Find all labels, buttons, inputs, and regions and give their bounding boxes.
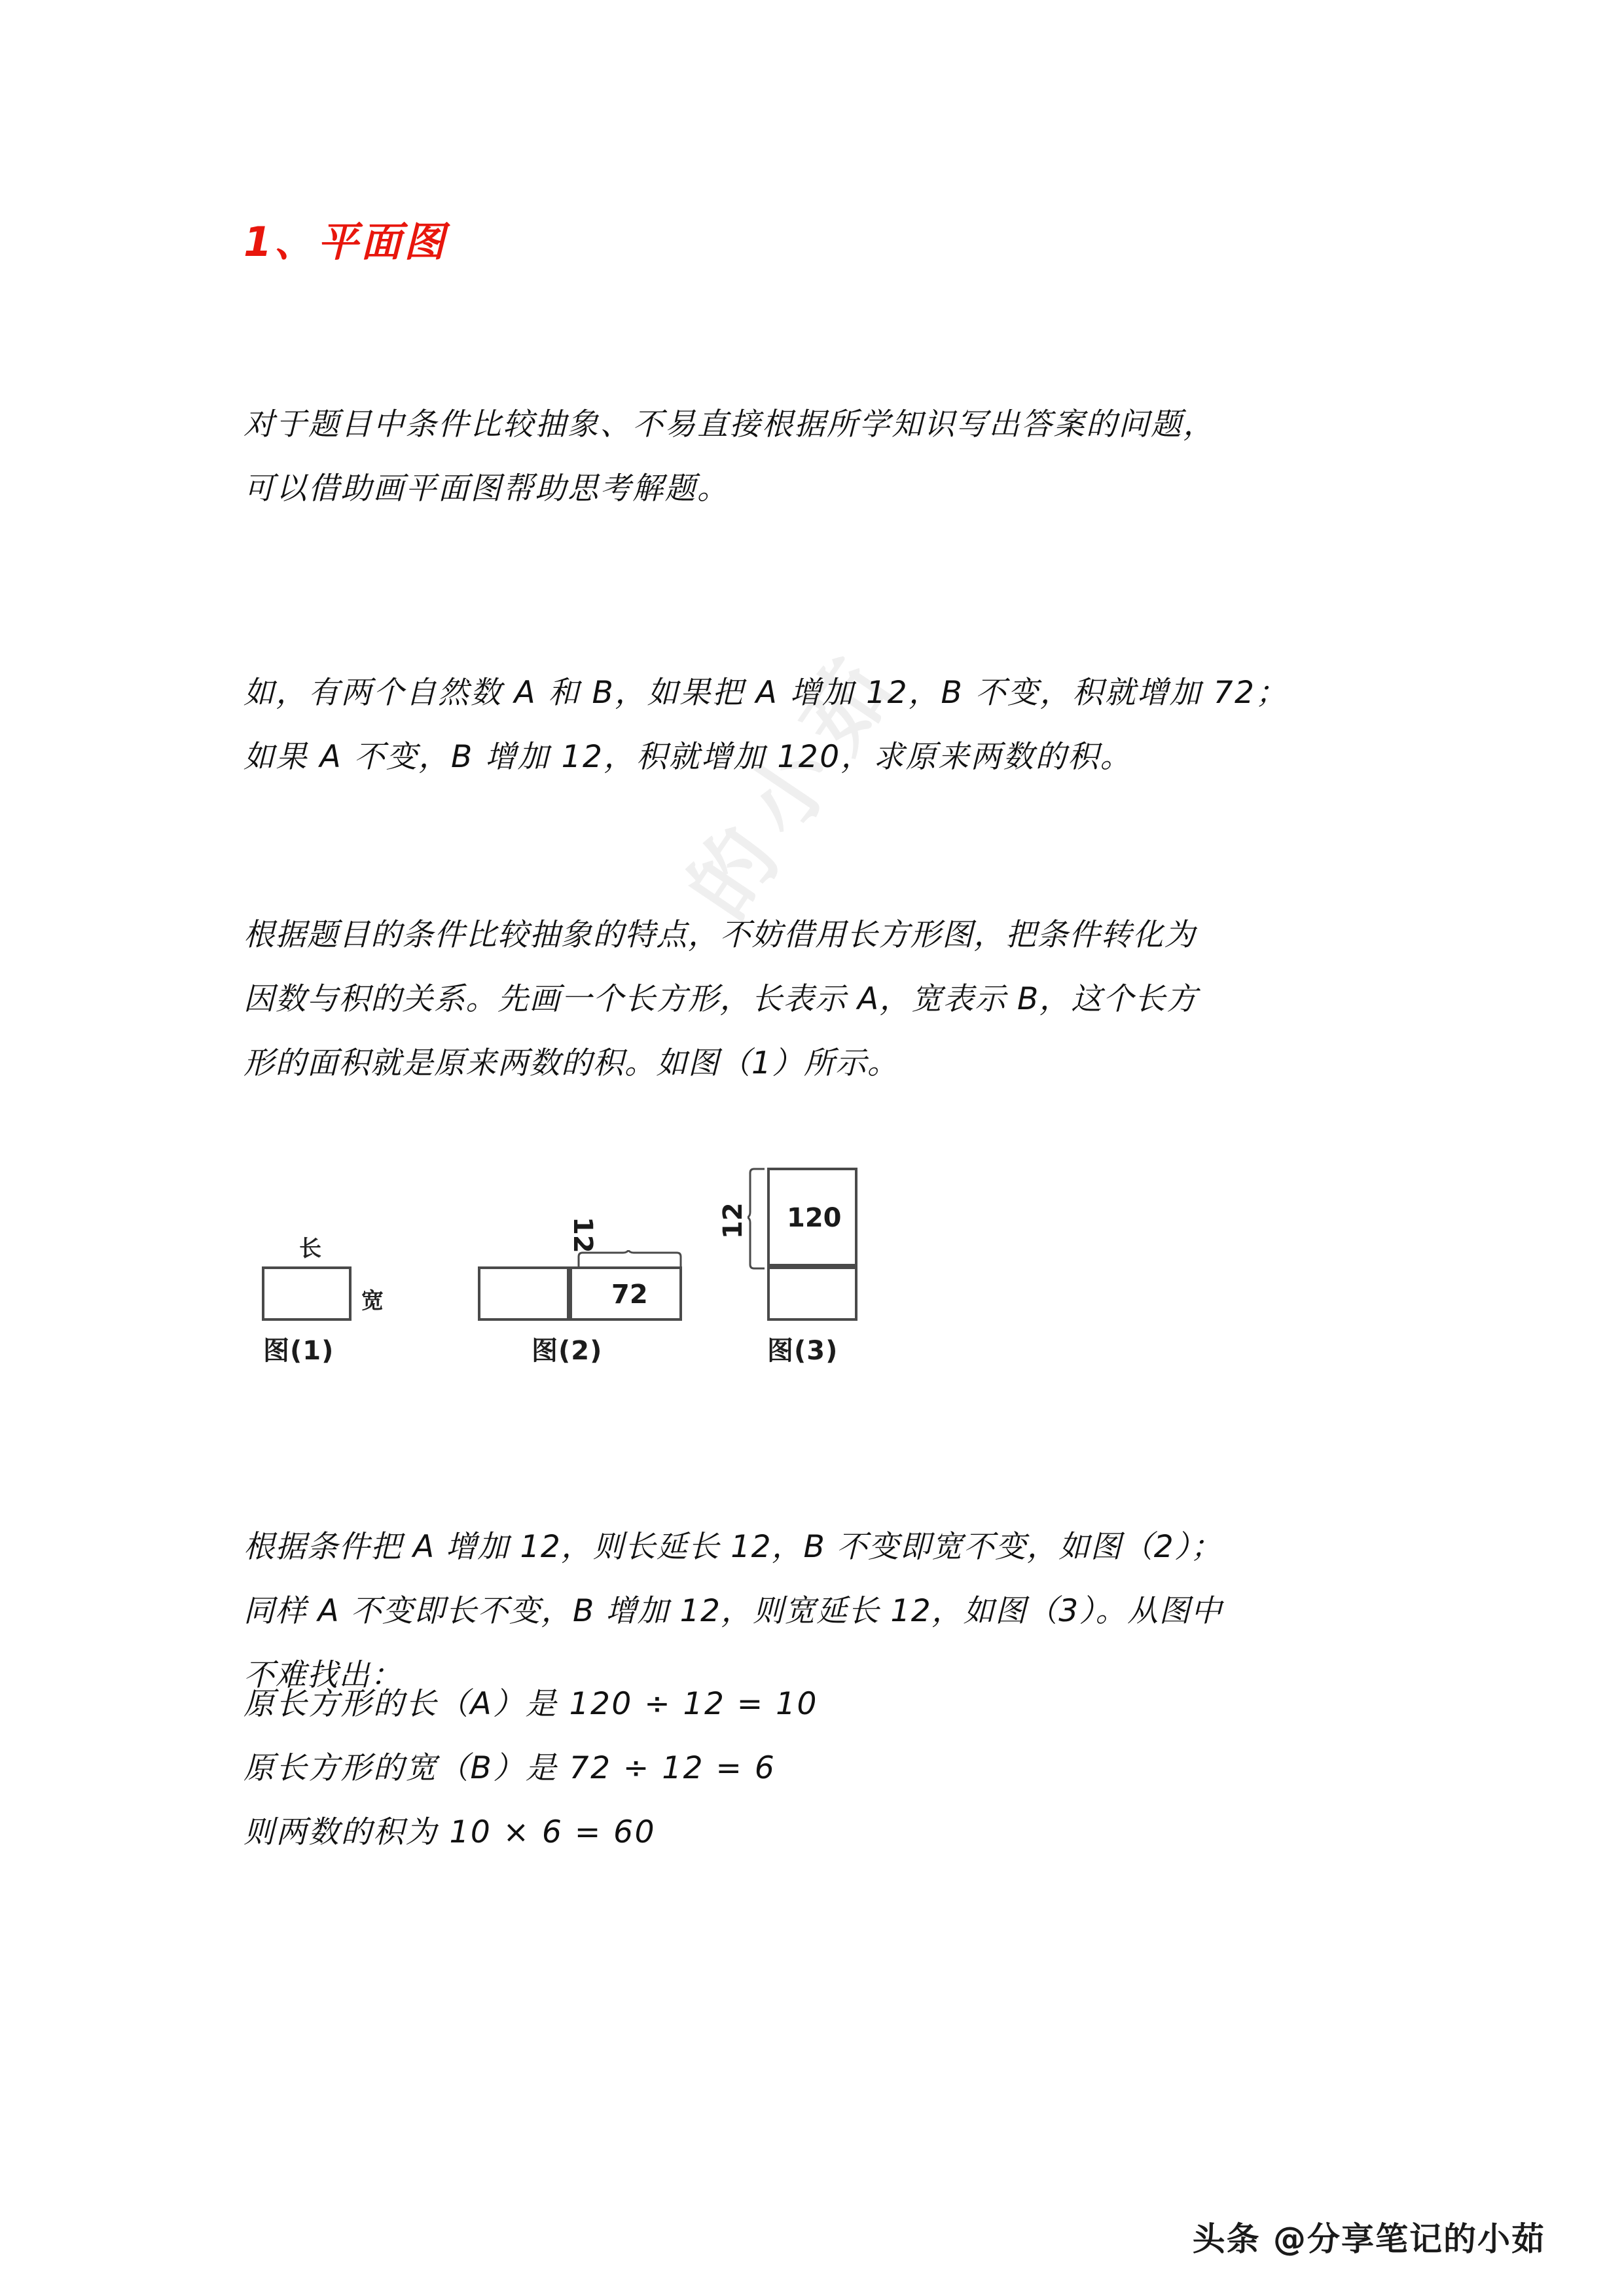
figure-3-brace-icon [748, 1168, 766, 1271]
figure-group [244, 1158, 918, 1374]
text-line: 形的面积就是原来两数的积。如图（1）所示。 [244, 1045, 899, 1081]
figure-1-caption: 图(1) [263, 1336, 334, 1366]
text-line: 因数与积的关系。先画一个长方形，长表示 A，宽表示 B，这个长方 [244, 981, 1199, 1017]
page-title: 1、平面图 [244, 218, 448, 266]
paragraph-result [244, 1672, 1415, 1865]
text-line: 根据条件把 A 增加 12，则长延长 12，B 不变即宽不变，如图（2）； [244, 1529, 1223, 1565]
figure-1-width-label: 宽 [361, 1288, 384, 1314]
footer-handle: 头条 @分享笔记的小茹 [1192, 2220, 1545, 2258]
text-line: 原长方形的宽（B）是 72 ÷ 12 = 6 [244, 1750, 776, 1786]
text-line: 对于题目中条件比较抽象、不易直接根据所学知识写出答案的问题， [244, 406, 1216, 442]
figure-3-caption: 图(3) [767, 1336, 839, 1366]
figure-3-original-rectangle [767, 1266, 857, 1321]
figure-2-original-rectangle [478, 1266, 569, 1321]
figure-1 [244, 1158, 440, 1374]
figure-3 [702, 1158, 918, 1374]
text-line: 则两数的积为 10 × 6 = 60 [244, 1814, 656, 1850]
figure-2-extension-label: 12 [568, 1217, 598, 1253]
text-line: 可以借助画平面图帮助思考解题。 [244, 471, 730, 507]
text-line: 如果 A 不变，B 增加 12，积就增加 120，求原来两数的积。 [244, 739, 1133, 775]
figure-2 [440, 1158, 656, 1374]
paragraph-intro [244, 393, 1415, 521]
text-line: 原长方形的长（A）是 120 ÷ 12 = 10 [244, 1686, 818, 1722]
paragraph-problem [244, 661, 1415, 789]
text-line: 同样 A 不变即长不变，B 增加 12，则宽延长 12，如图（3）。从图中 [244, 1593, 1223, 1629]
figure-3-extension-label: 12 [718, 1202, 748, 1239]
figure-2-caption: 图(2) [532, 1336, 603, 1366]
figure-2-brace-icon [577, 1250, 682, 1268]
figure-3-area-label: 120 [787, 1203, 842, 1233]
text-line: 不难找出： [244, 1657, 403, 1693]
watermark-text: 的小茹 [670, 630, 920, 936]
paragraph-method [244, 903, 1415, 1096]
text-line: 如，有两个自然数 A 和 B，如果把 A 增加 12，B 不变，积就增加 72； [244, 675, 1288, 711]
text-line: 根据题目的条件比较抽象的特点，不妨借用长方形图，把条件转化为 [244, 917, 1196, 953]
figure-1-rectangle [262, 1266, 352, 1321]
figure-1-length-label: 长 [299, 1236, 321, 1262]
figure-2-area-label: 72 [611, 1280, 648, 1310]
